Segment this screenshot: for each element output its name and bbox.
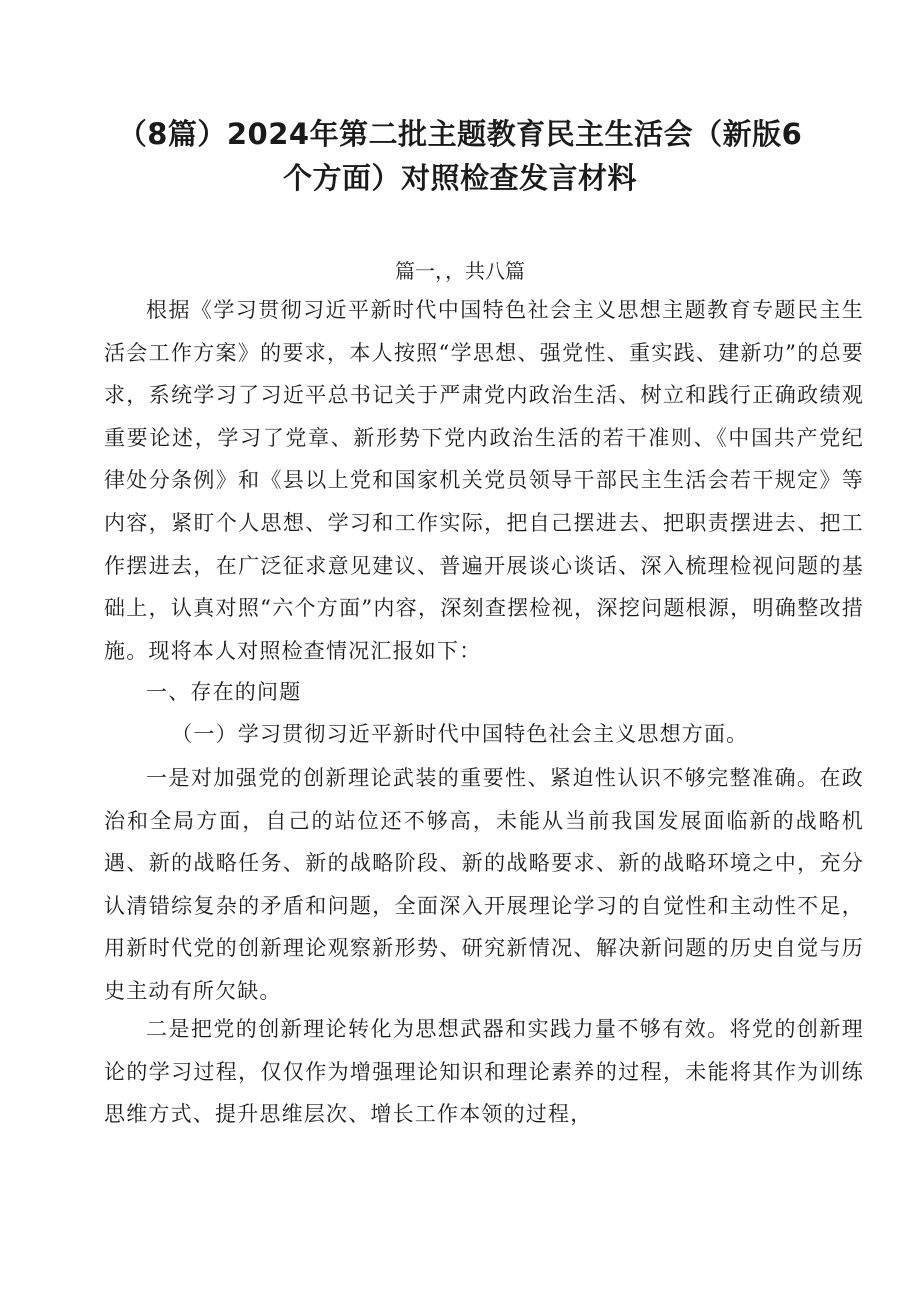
section-heading-problems: 一、存在的问题: [146, 680, 302, 704]
document-title-line-1: （8篇）2024年第二批主题教育民主生活会（新版6: [117, 117, 803, 151]
section-subtitle: 篇一，，共八篇: [395, 259, 525, 283]
paragraph-point-one: 一是对加强党的创新理论武装的重要性、紧迫性认识不够完整准确。在政治和全局方面，自己的站位还不够高，未能从当前我国发展面临新的战略机遇、新的战略任务、新的战略阶段、新的战略要求、新的战略环境之中，充分认清错综复杂的矛盾和问题，全面深入开展理论学习的自觉性和主动性不足，用新时代党的创新理论观察新形势、研究新情况、解决新问题的历史自觉与历史主动有所欠缺。: [104, 766, 864, 1003]
intro-paragraph: 根据《学习贯彻习近平新时代中国特色社会主义思想主题教育专题民主生活会工作方案》的要求，本人按照“学思想、强党性、重实践、建新功”的总要求，系统学习了习近平总书记关于严肃党内政治生活、树立和践行正确政绩观重要论述，学习了党章、新形势下党内政治生活的若干准则、《中国共产党纪律处分条例》和《县以上党和国家机关党员领导干部民主生活会若干规定》等内容，紧盯个人思想、学习和工作实际，把自己摆进去、把职责摆进去、把工作摆进去，在广泛征求意见建议、普遍开展谈心谈话、深入梳理检视问题的基础上，认真对照“六个方面”内容，深刻查摆检视，深挖问题根源，明确整改措施。现将本人对照检查情况汇报如下：: [104, 298, 864, 663]
paragraph-point-two: 二是把党的创新理论转化为思想武器和实践力量不够有效。将党的创新理论的学习过程，仅仅作为增强理论知识和理论素养的过程，未能将其作为训练思维方式、提升思维层次、增长工作本领的过程，: [104, 1017, 864, 1127]
subsection-heading-study: （一）学习贯彻习近平新时代中国特色社会主义思想方面。: [171, 722, 749, 746]
document-title-line-2: 个方面）对照检查发言材料: [282, 161, 637, 195]
